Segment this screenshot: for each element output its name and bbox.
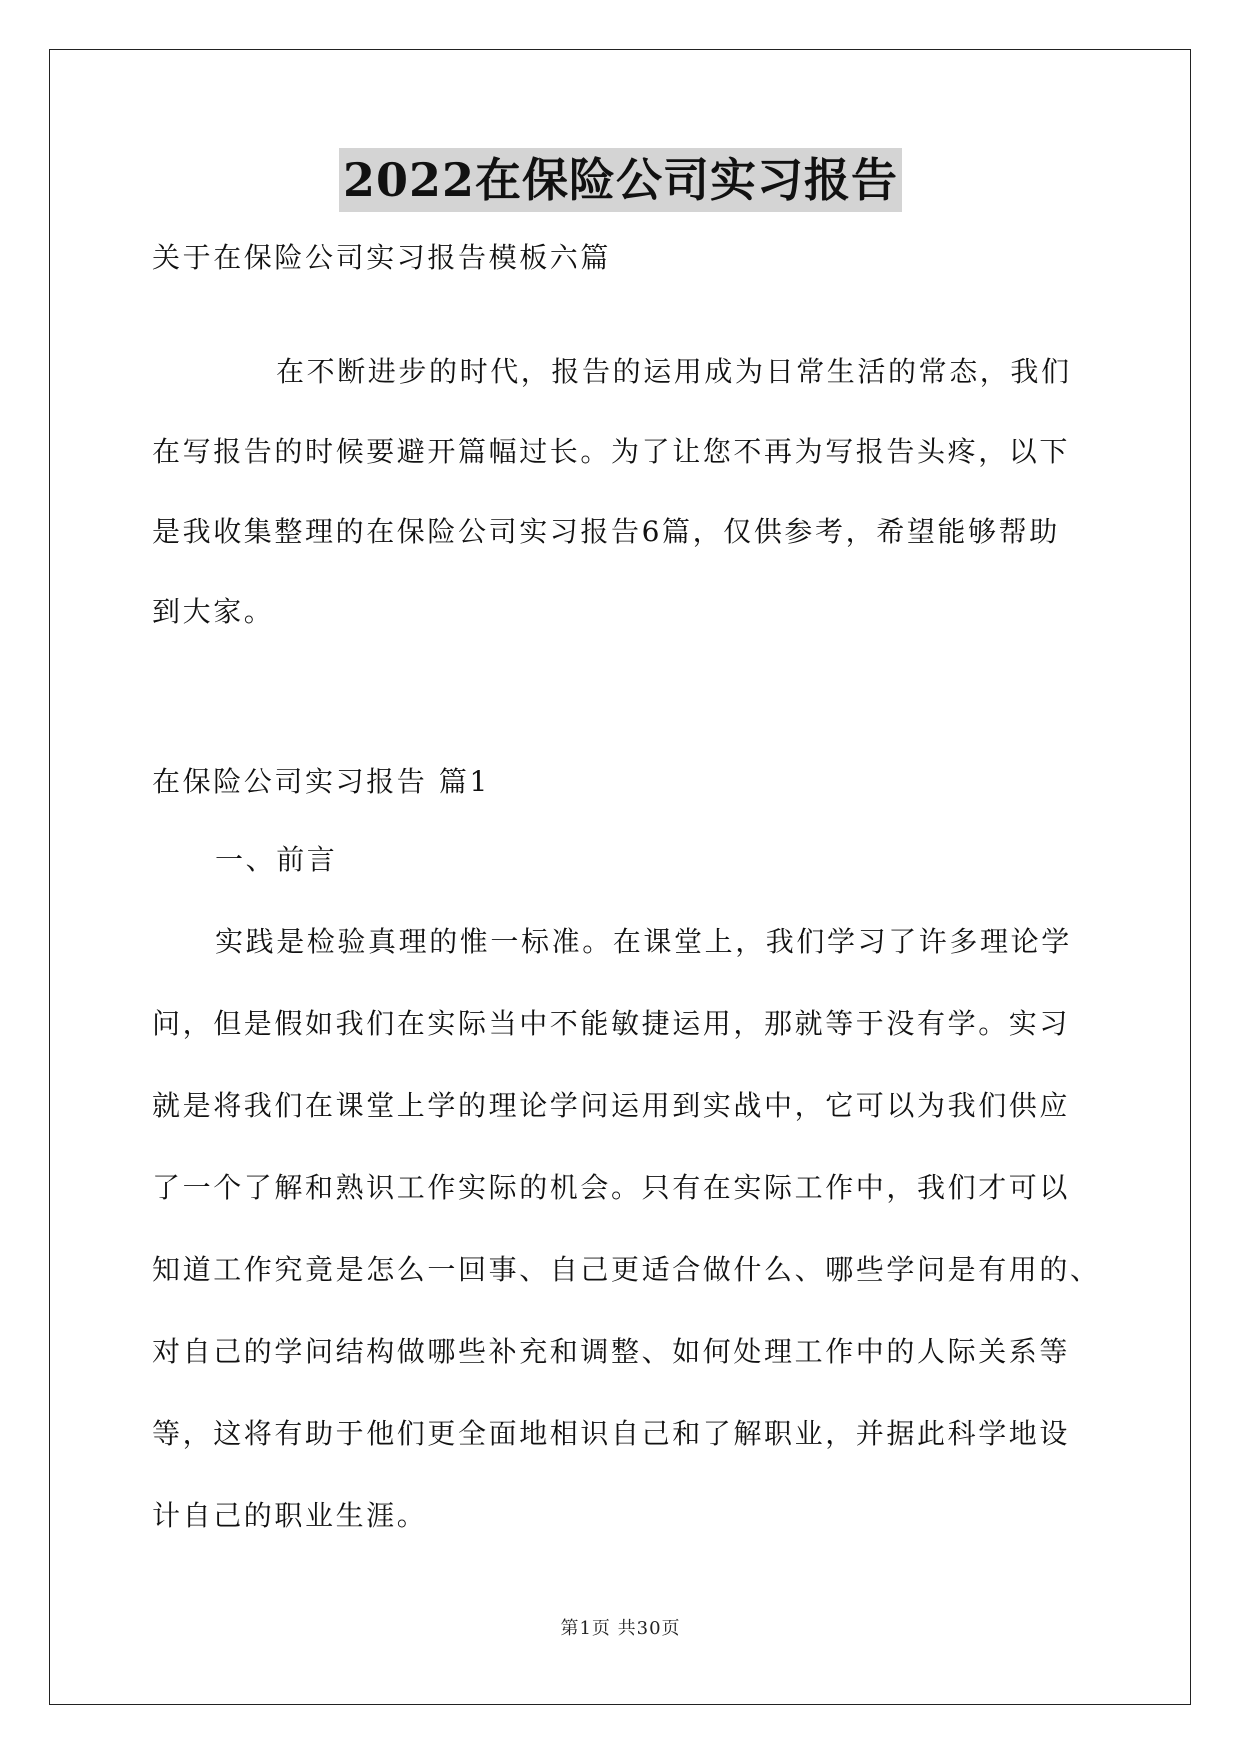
intro-line: 在不断进步的时代，报告的运用成为日常生活的常态，我们: [276, 355, 1072, 388]
document-subtitle: 关于在保险公司实习报告模板六篇: [152, 241, 612, 274]
section-subheading: 一、前言: [215, 843, 338, 876]
body-line: 就是将我们在课堂上学的理论学问运用到实战中，它可以为我们供应: [152, 1089, 1071, 1122]
body-line: 问，但是假如我们在实际当中不能敏捷运用，那就等于没有学。实习: [152, 1007, 1071, 1040]
intro-line: 是我收集整理的在保险公司实习报告6篇，仅供参考，希望能够帮助: [152, 515, 1060, 548]
body-line: 实践是检验真理的惟一标准。在课堂上，我们学习了许多理论学: [215, 925, 1072, 958]
intro-line: 到大家。: [152, 595, 275, 628]
body-line: 计自己的职业生涯。: [152, 1499, 428, 1532]
body-line: 了一个了解和熟识工作实际的机会。只有在实际工作中，我们才可以: [152, 1171, 1071, 1204]
body-line: 等，这将有助于他们更全面地相识自己和了解职业，并据此科学地设: [152, 1417, 1071, 1450]
page-footer: 第1页 共30页: [560, 1618, 681, 1639]
document-title-block: [0, 148, 1241, 223]
document-title: 2022在保险公司实习报告: [339, 148, 902, 212]
section-heading: 在保险公司实习报告 篇1: [152, 765, 490, 798]
body-line: 对自己的学问结构做哪些补充和调整、如何处理工作中的人际关系等: [152, 1335, 1071, 1368]
intro-line: 在写报告的时候要避开篇幅过长。为了让您不再为写报告头疼，以下: [152, 435, 1071, 468]
body-line: 知道工作究竟是怎么一回事、自己更适合做什么、哪些学问是有用的、: [152, 1253, 1101, 1286]
